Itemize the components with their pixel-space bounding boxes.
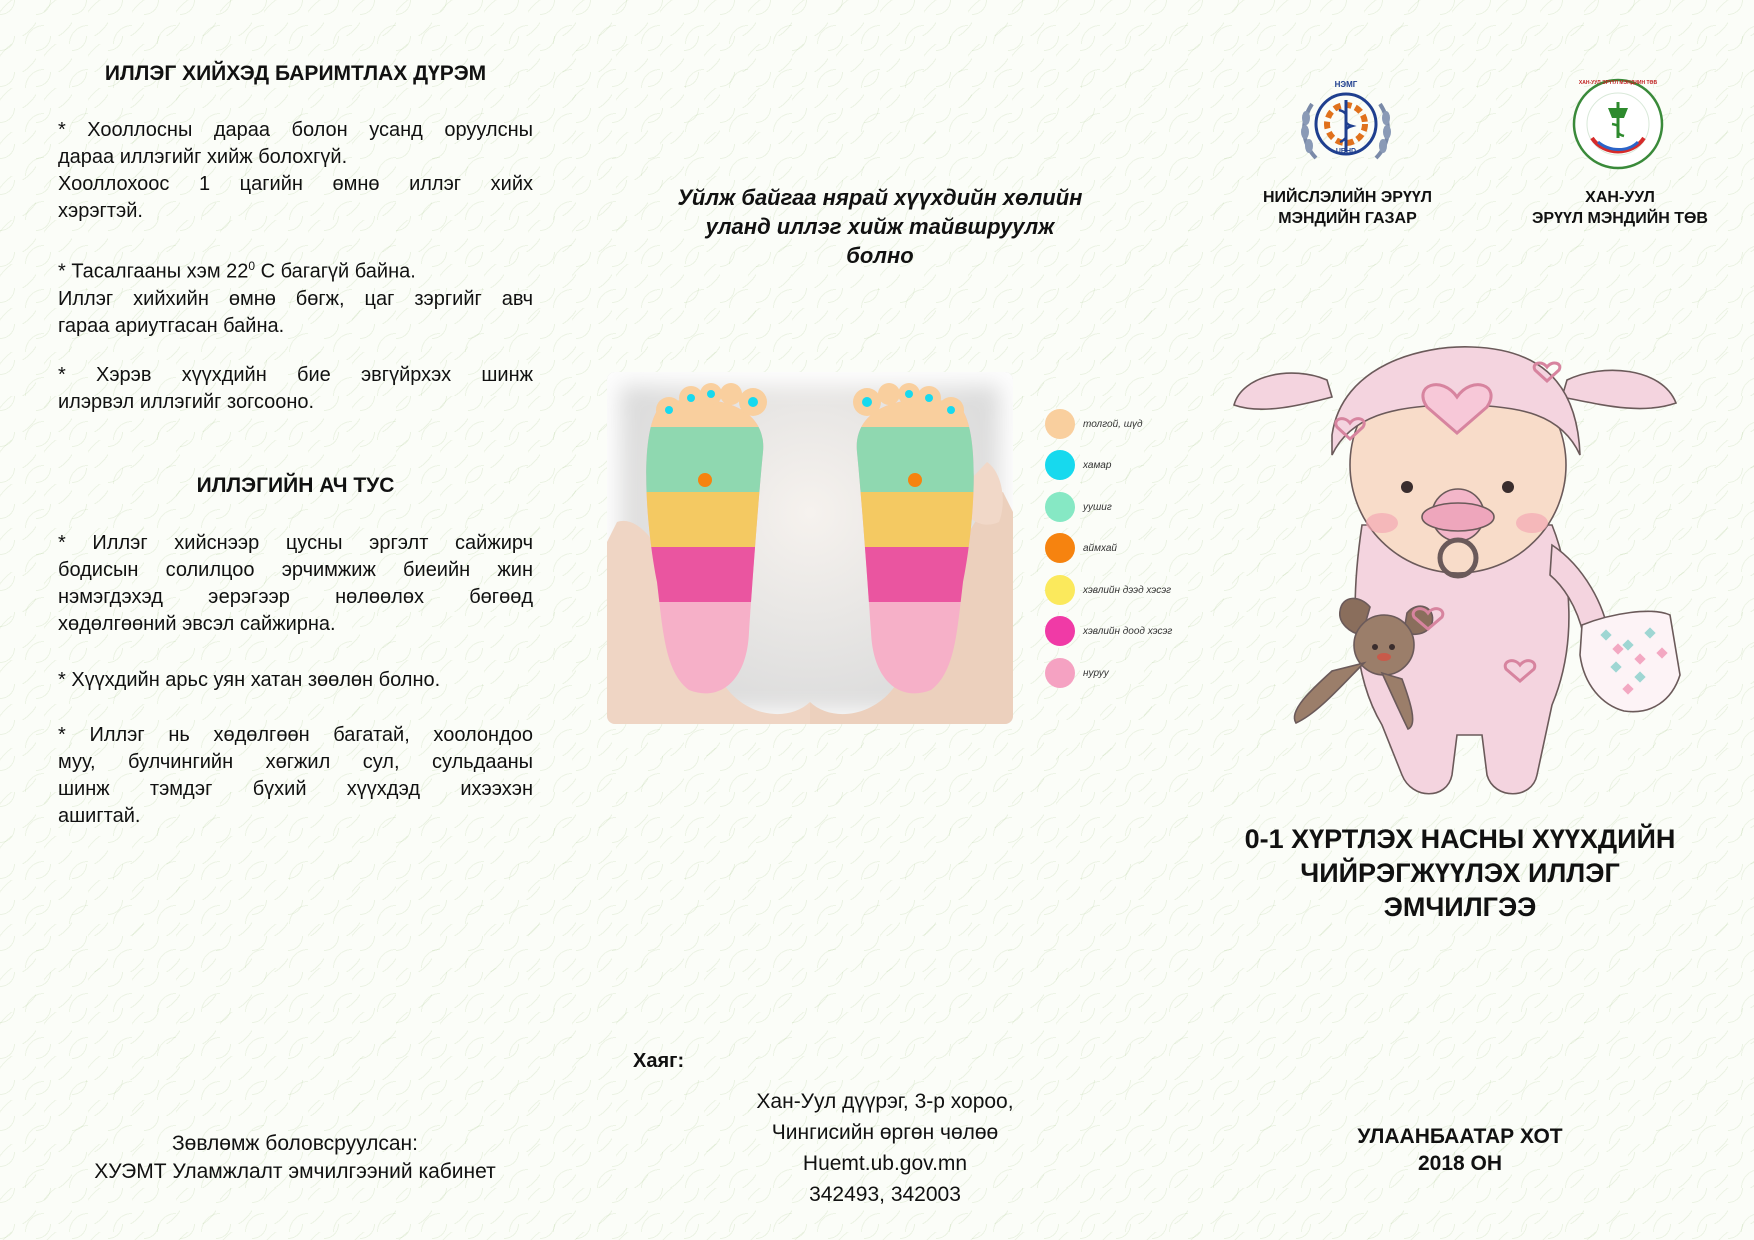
ubhd-name [1240, 187, 1455, 229]
benefit-title: ИЛЛЭГИЙН АЧ ТУС [196, 474, 395, 497]
benefit-3-line: * Иллэг нь хөдөлгөөн багатай, хоолондоо [58, 724, 533, 746]
benefit-1-line: бодисын солилцоо эрчимжиж биеийн жин [58, 559, 533, 581]
year-line: 2018 ОН [1417, 1152, 1503, 1175]
legend-item [1045, 532, 1117, 564]
feet-illustration [607, 372, 1013, 724]
khan-uul-health-center-logo [1570, 76, 1666, 172]
legend-swatch [1045, 409, 1075, 439]
benefit-3 [58, 722, 533, 830]
rule-3-line: илэрвэл иллэгийг зогсооно. [58, 391, 315, 413]
prepared-by [50, 1130, 540, 1186]
photo-caption [670, 183, 1090, 270]
ubhd-code: UBHD [1335, 148, 1357, 155]
legend-item [1045, 449, 1111, 481]
phone-numbers: 342493, 342003 [809, 1183, 961, 1206]
rule-3 [58, 362, 533, 416]
rule-1-line: Хооллохоос 1 цагийн өмнө иллэг хийх [58, 173, 533, 195]
khan-uul-name [1510, 187, 1730, 229]
left-panel [0, 0, 585, 1240]
legend-swatch [1045, 658, 1075, 688]
caption-line: Уйлж байгаа нярай хүүхдийн хөлийн [677, 185, 1083, 210]
ubhd-name-line: МЭНДИЙН ГАЗАР [1278, 210, 1417, 227]
legend-item [1045, 408, 1143, 440]
legend-label: аймхай [1083, 542, 1117, 554]
brochure-title [1200, 822, 1720, 924]
khan-uul-ring-text: ХАН-УУЛ ЭРҮҮЛ МЭНДИЙН ТӨВ [1578, 80, 1658, 86]
rule-2-text: * Тасалгааны хэм 22 [58, 260, 249, 283]
address-line: Хан-Уул дүүрэг, 3-р хороо, [756, 1090, 1014, 1113]
rule-2 [58, 253, 533, 340]
rule-1-line: дараа иллэгийг хийж болохгүй. [58, 146, 348, 168]
ubhd-name-line: НИЙСЛЭЛИЙН ЭРҮҮЛ [1262, 189, 1432, 206]
rule-2-text: С багагүй байна. [255, 260, 416, 283]
city-line: УЛААНБААТАР ХОТ [1357, 1125, 1563, 1148]
prepared-by-line: Зөвлөмж боловсруулсан: [172, 1132, 418, 1155]
address-label: Хаяг: [633, 1050, 685, 1072]
legend-swatch [1045, 616, 1075, 646]
address-block [735, 1086, 1035, 1210]
rule-1 [58, 117, 533, 225]
legend-label: хэвлийн доод хэсэг [1083, 625, 1173, 637]
middle-panel [585, 0, 1173, 1240]
rules-title: ИЛЛЭГ ХИЙХЭД БАРИМТЛАХ ДҮРЭМ [104, 62, 487, 85]
rule-3-line: * Хэрэв хүүхдийн бие эвгүйрхэх шинж [58, 364, 533, 386]
right-panel [1170, 0, 1754, 1240]
legend-item [1045, 491, 1112, 523]
rule-2-line [58, 253, 533, 286]
rule-1-line: * Хооллосны дараа болон усанд оруулсны [58, 119, 533, 141]
legend-swatch [1045, 533, 1075, 563]
rule-2-line: гараа ариутгасан байна. [58, 314, 285, 337]
benefit-1-line: хөдөлгөөний эвсэл сайжирна. [58, 613, 336, 635]
degree-superscript: 0 [248, 259, 256, 273]
benefit-3-line: муу, булчингийн хөгжил сул, сульдааны [58, 751, 533, 773]
legend-item [1045, 657, 1109, 689]
benefit-1 [58, 530, 533, 638]
city-year [1330, 1123, 1590, 1177]
legend-item [1045, 615, 1172, 647]
website-link[interactable]: Huemt.ub.gov.mn [802, 1152, 968, 1175]
benefit-1-line: нэмэгдэхэд эерэгээр нөлөөлөх бөгөөд [58, 586, 533, 608]
caption-line: уланд иллэг хийж тайвшруулж болно [705, 214, 1055, 268]
legend-swatch [1045, 450, 1075, 480]
khan-uul-name-line: ЭРҮҮЛ МЭНДИЙН ТӨВ [1532, 210, 1708, 227]
khan-uul-name-line: ХАН-УУЛ [1585, 189, 1655, 206]
title-line: ЭМЧИЛГЭЭ [1383, 892, 1537, 922]
ubhd-ring-text: НЭМГ [1334, 80, 1358, 89]
legend-label: хамар [1083, 459, 1112, 471]
legend-label: уушиг [1083, 501, 1112, 513]
legend-item [1045, 574, 1171, 606]
benefit-2 [58, 667, 533, 694]
baby-feet-reflexology-image [607, 372, 1013, 724]
rule-1-line: хэрэгтэй. [58, 200, 143, 222]
baby-illustration [1232, 345, 1682, 815]
legend-swatch [1045, 575, 1075, 605]
prepared-by-line: ХУЭМТ Уламжлалт эмчилгээний кабинет [94, 1160, 496, 1183]
legend-swatch [1045, 492, 1075, 522]
rule-2-line: Иллэг хийхийн өмнө бөгж, цаг зэргийг авч [58, 287, 533, 310]
legend-label: хэвлийн дээд хэсэг [1083, 584, 1172, 596]
benefit-3-line: шинж тэмдэг бүхий хүүхдэд ихээхэн [58, 778, 533, 800]
legend-label: нуруу [1083, 667, 1109, 679]
benefit-2-line: * Хүүхдийн арьс уян хатан зөөлөн болно. [58, 669, 441, 691]
legend-label: толгой, шүд [1083, 418, 1143, 430]
benefit-3-line: ашигтай. [58, 805, 141, 827]
title-line: ЧИЙРЭГЖҮҮЛЭХ ИЛЛЭГ [1300, 858, 1620, 888]
address-line: Чингисийн өргөн чөлөө [771, 1121, 999, 1144]
benefit-1-line: * Иллэг хийснээр цусны эргэлт сайжирч [58, 532, 533, 554]
title-line: 0-1 ХҮРТЛЭХ НАСНЫ ХҮҮХДИЙН [1244, 824, 1676, 854]
